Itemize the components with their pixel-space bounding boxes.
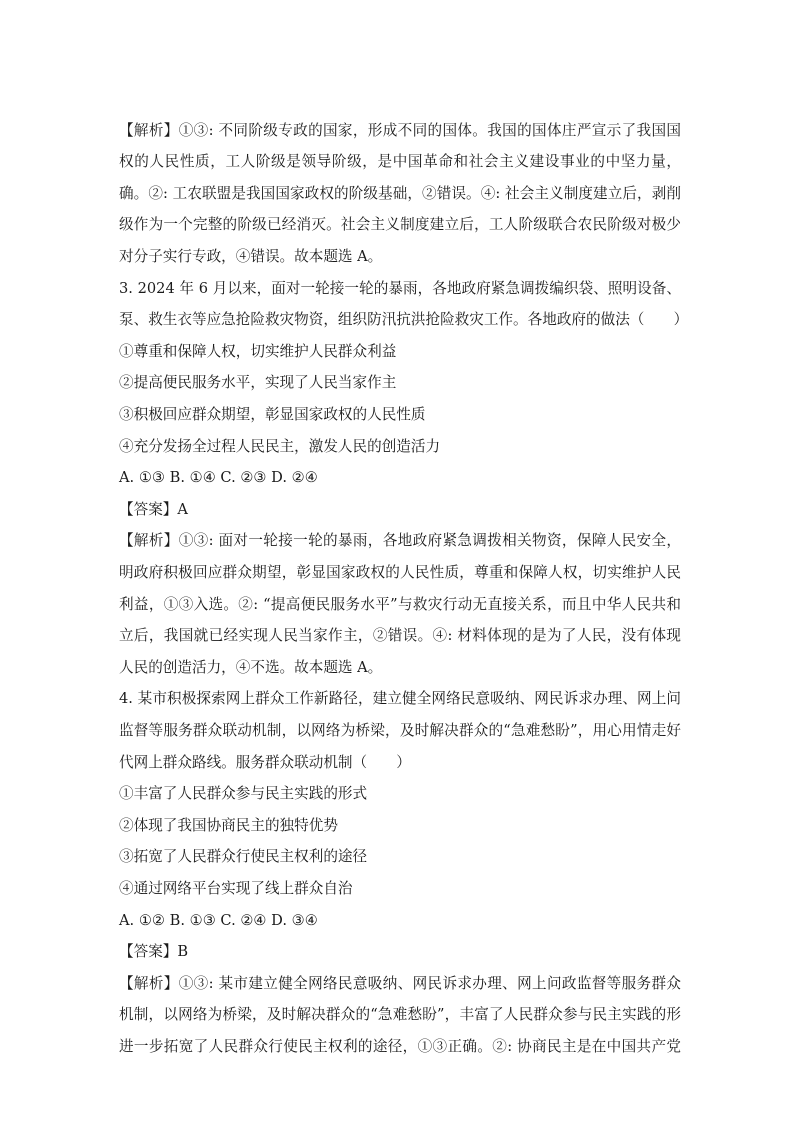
analysis-line: 明政府积极回应群众期望，彰显国家政权的人民性质，尊重和保障人权，切实维护人民 (119, 564, 681, 581)
answer-label: 【答案】A (119, 501, 188, 518)
option-item: ①尊重和保障人权，切实维护人民群众利益 (119, 343, 397, 360)
question-stem-line: 泵、救生衣等应急抢险救灾物资，组织防汛抗洪抢险救灾工作。各地政府的做法（ ） (119, 311, 689, 328)
analysis-line: 权的人民性质，工人阶级是领导阶级，是中国革命和社会主义建设事业的中坚力量， (119, 153, 681, 170)
question-stem-line: 4. 某市积极探索网上群众工作新路径，建立健全网络民意吸纳、网民诉求办理、网上问 (119, 690, 681, 707)
answer-label: 【答案】B (119, 943, 189, 960)
analysis-line: 【解析】①③: 不同阶级专政的国家，形成不同的国体。我国的国体庄严宣示了我国国 (119, 122, 681, 139)
option-item: ③积极回应群众期望，彰显国家政权的人民性质 (119, 406, 426, 423)
analysis-line: 机制，以网络为桥梁，及时解决群众的“急难愁盼”，丰富了人民群众参与民主实践的形 (119, 1006, 681, 1023)
analysis-line: 立后，我国就已经实现人民当家作主，②错误。④: 材料体现的是为了人民，没有体现 (119, 627, 681, 644)
question-stem-line: 3. 2024 年 6 月以来，面对一轮接一轮的暴雨，各地政府紧急调拨编织袋、照明设备、 (119, 280, 681, 297)
option-item: ④充分发扬全过程人民民主，激发人民的创造活力 (119, 438, 441, 455)
analysis-line: 利益，①③入选。②: “提高便民服务水平”与救灾行动无直接关系，而且中华人民共和 (119, 596, 681, 613)
analysis-line: 进一步拓宽了人民群众行使民主权利的途径，①③正确。②: 协商民主是在中国共产党 (119, 1038, 681, 1055)
analysis-line: 级作为一个完整的阶级已经消灭。社会主义制度建立后，工人阶级联合农民阶级对极少 (119, 216, 681, 233)
question-stem-line: 代网上群众路线。服务群众联动机制（ ） (119, 754, 411, 771)
analysis-line: 【解析】①③: 某市建立健全网络民意吸纳、网民诉求办理、网上问政监督等服务群众 (119, 975, 681, 992)
analysis-line: 对分子实行专政，④错误。故本题选 A。 (119, 248, 383, 265)
option-item: ①丰富了人民群众参与民主实践的形式 (119, 785, 368, 802)
analysis-line: 【解析】①③: 面对一轮接一轮的暴雨，各地政府紧急调拨相关物资，保障人民安全， (119, 532, 681, 549)
analysis-line: 确。②: 工农联盟是我国国家政权的阶级基础，②错误。④: 社会主义制度建立后，剥削 (119, 185, 681, 202)
option-item: ②提高便民服务水平，实现了人民当家作主 (119, 374, 397, 391)
question-stem-line: 监督等服务群众联动机制，以网络为桥梁，及时解决群众的“急难愁盼”，用心用情走好 (119, 722, 681, 739)
answer-choices: A. ①③ B. ①④ C. ②③ D. ②④ (119, 469, 318, 486)
option-item: ②体现了我国协商民主的独特优势 (119, 817, 338, 834)
analysis-line: 人民的创造活力，④不选。故本题选 A。 (119, 659, 383, 676)
option-item: ④通过网络平台实现了线上群众自治 (119, 880, 353, 897)
answer-choices: A. ①② B. ①③ C. ②④ D. ③④ (119, 912, 318, 929)
option-item: ③拓宽了人民群众行使民主权利的途径 (119, 848, 368, 865)
